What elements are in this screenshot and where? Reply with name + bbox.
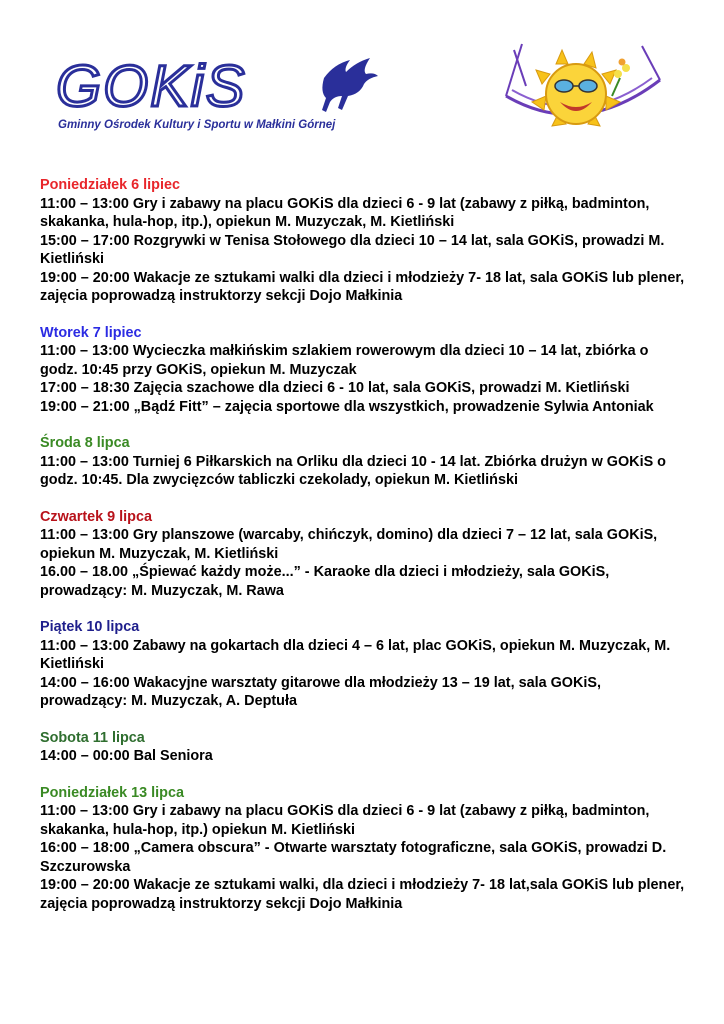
- event-entry: 16:00 – 18:00 „Camera obscura” - Otwarte warsztaty fotograficzne, sala GOKiS, prowadzi D. Szczurowska: [40, 840, 667, 875]
- day-section: [40, 784, 690, 914]
- day-section: [40, 618, 690, 711]
- day-title: Piątek 10 lipca: [40, 619, 140, 635]
- day-section: [40, 729, 690, 766]
- event-entry: 14:00 – 00:00 Bal Seniora: [40, 748, 213, 764]
- day-title: Wtorek 7 lipiec: [40, 324, 142, 341]
- event-schedule: [40, 176, 690, 931]
- event-entry: 15:00 – 17:00 Rozgrywki w Tenisa Stołowego dla dzieci 10 – 14 lat, sala GOKiS, prowadzi M. Kietliński: [40, 232, 665, 267]
- event-entry: 11:00 – 13:00 Gry planszowe (warcaby, chińczyk, domino) dla dzieci 7 – 12 lat, sala GOKiS, opiekun M. Muzyczak, M. Kietliński: [40, 527, 658, 562]
- event-entry: 11:00 – 13:00 Gry i zabawy na placu GOKiS dla dzieci 6 - 9 lat (zabawy z piłką, badminton, skakanka, hula-hop, itp.) opiekun M. Kietliński: [40, 803, 650, 838]
- day-title: Środa 8 lipca: [40, 435, 130, 451]
- event-entry: 11:00 – 13:00 Turniej 6 Piłkarskich na Orliku dla dzieci 10 - 14 lat. Zbiórka drużyn w GOKiS o godz. 10:45. Dla zwycięzców tabliczki czekolady, opiekun M. Kietliński: [40, 453, 666, 488]
- logo-wordmark: GOKiS: [56, 54, 247, 119]
- day-title: Czwartek 9 lipca: [40, 508, 152, 525]
- sun-hammock-illustration: [492, 40, 668, 152]
- day-title: Poniedziałek 13 lipca: [40, 784, 184, 801]
- day-title: Sobota 11 lipca: [40, 729, 145, 746]
- event-entry: 11:00 – 13:00 Gry i zabawy na placu GOKiS dla dzieci 6 - 9 lat (zabawy z piłką, badminton, skakanka, hula-hop, itp.), opiekun M. Muzyczak, M. Kietliński: [40, 195, 650, 230]
- day-section: [40, 434, 690, 490]
- logo-subtitle: Gminny Ośrodek Kultury i Sportu w Małkini Górnej: [58, 119, 336, 131]
- event-entry: 19:00 – 21:00 „Bądź Fitt” – zajęcia sportowe dla wszystkich, prowadzenie Sylwia Antoniak: [40, 398, 654, 415]
- day-section: [40, 508, 690, 601]
- event-entry: 19:00 – 20:00 Wakacje ze sztukami walki, dla dzieci i młodzieży 7- 18 lat,sala GOKiS lub plener, zajęcia poprowadzą instruktorzy sekcji Dojo Małkinia: [40, 877, 685, 912]
- day-title: Poniedziałek 6 lipiec: [40, 177, 180, 193]
- flower-icon: [612, 59, 630, 97]
- pegasus-icon: [322, 58, 378, 112]
- event-entry: 11:00 – 13:00 Zabawy na gokartach dla dzieci 4 – 6 lat, plac GOKiS, opiekun M. Muzyczak, M. Kietliński: [40, 637, 671, 672]
- event-entry: 11:00 – 13:00 Wycieczka małkińskim szlakiem rowerowym dla dzieci 10 – 14 lat, zbiórka o godz. 10:45 przy GOKiS, opiekun M. Muzyczak: [40, 343, 649, 378]
- day-section: [40, 176, 690, 306]
- sun-icon: [532, 50, 620, 126]
- event-entry: 19:00 – 20:00 Wakacje ze sztukami walki dla dzieci i młodzieży 7- 18 lat, sala GOKiS lub plener, zajęcia poprowadzą instruktorzy sekcji Dojo Małkinia: [40, 269, 685, 304]
- event-entry: 14:00 – 16:00 Wakacyjne warsztaty gitarowe dla młodzieży 13 – 19 lat, sala GOKiS, prowadzący: M. Muzyczak, A. Deptuła: [40, 674, 601, 709]
- gokis-logo: [42, 48, 406, 136]
- day-section: [40, 324, 690, 417]
- event-entry: 16.00 – 18.00 „Śpiewać każdy może...” - Karaoke dla dzieci i młodzieży, sala GOKiS, prowadzący: M. Muzyczak, M. Rawa: [40, 564, 610, 599]
- event-entry: 17:00 – 18:30 Zajęcia szachowe dla dzieci 6 - 10 lat, sala GOKiS, prowadzi M. Kietliński: [40, 380, 630, 396]
